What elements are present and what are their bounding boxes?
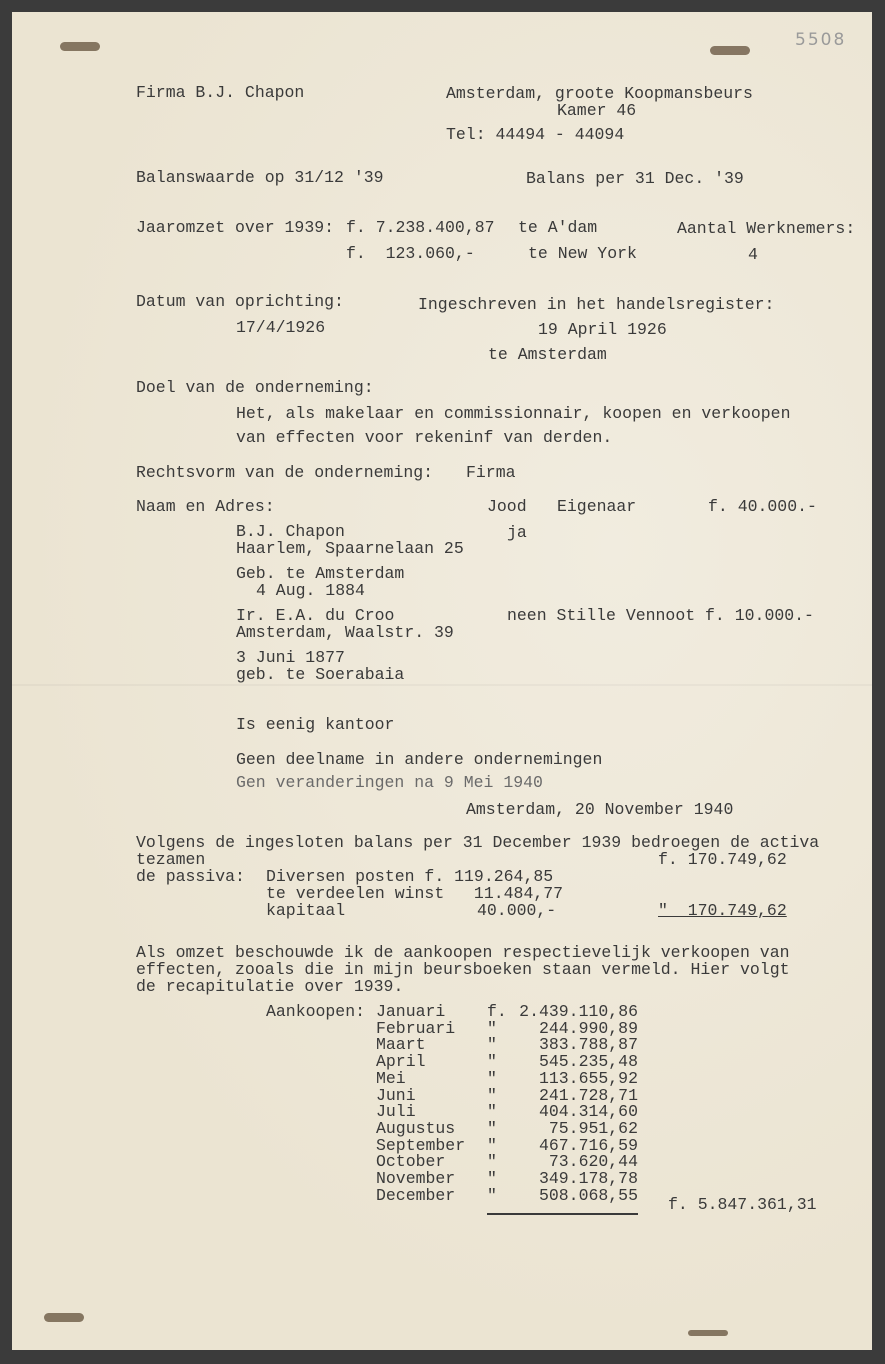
turnover-text: Als omzet beschouwde ik de aankoopen respectievelijk verkoopen van: [136, 943, 790, 962]
purchase-month: September: [376, 1135, 466, 1155]
purpose-label: Doel van de onderneming:: [136, 378, 374, 397]
turnover-amsterdam-place: te A'dam: [518, 218, 598, 237]
purchase-amount: 73.620,44: [548, 1152, 638, 1172]
ditto-mark: ": [487, 1118, 497, 1138]
founding-label: Datum van oprichting:: [136, 292, 344, 311]
purchase-month: April: [376, 1052, 426, 1072]
owner-name: B.J. Chapon: [236, 522, 345, 541]
partner-birth-date: 3 Juni 1877: [236, 648, 345, 667]
purpose-text: van effecten voor rekeninf van derden.: [236, 428, 613, 447]
purchase-amount: 467.716,59: [538, 1135, 638, 1155]
passiva-line: Diversen posten f. 119.264,85: [266, 867, 554, 886]
purpose-text: Het, als makelaar en commissionnair, koopen en verkoopen: [236, 404, 791, 423]
firm-name: Firma B.J. Chapon: [136, 83, 305, 102]
legal-form-value: Firma: [466, 463, 516, 482]
purchase-month: Juni: [376, 1085, 416, 1105]
passiva-total: " 170.749,62: [658, 901, 787, 920]
register-label: Ingeschreven in het handelsregister:: [418, 295, 775, 314]
purchase-amount: 113.655,92: [538, 1068, 638, 1088]
partner-name: Ir. E.A. du Croo: [236, 606, 395, 625]
turnover-newyork-place: te New York: [528, 244, 637, 263]
place-date: Amsterdam, 20 November 1940: [466, 800, 734, 819]
phone: Tel: 44494 - 44094: [446, 125, 625, 144]
register-date: 19 April 1926: [538, 320, 667, 339]
office-note: Is eenig kantoor: [236, 715, 395, 734]
purchase-amount: 349.178,78: [538, 1169, 638, 1188]
changes-note: Gen veranderingen na 9 Mei 1940: [236, 773, 543, 792]
ditto-mark: ": [487, 1135, 497, 1155]
owner-birth-date: 4 Aug. 1884: [256, 581, 365, 600]
owner-amount: f. 40.000.-: [708, 497, 817, 516]
turnover-text: de recapitulatie over 1939.: [136, 977, 404, 996]
ditto-mark: ": [487, 1102, 497, 1122]
ditto-mark: ": [487, 1052, 497, 1072]
ditto-mark: ": [487, 1169, 497, 1188]
founding-date: 17/4/1926: [236, 318, 326, 337]
paper-fold: [12, 684, 872, 686]
purchase-month: October: [376, 1152, 446, 1172]
accounts-together: tezamen: [136, 850, 206, 869]
purchase-month: Maart: [376, 1035, 426, 1055]
activa-total: f. 170.749,62: [658, 850, 787, 869]
passiva-capital-label: kapitaal: [266, 901, 346, 920]
address-line: Kamer 46: [557, 101, 637, 120]
purchases-label: Aankoopen:: [266, 1002, 366, 1021]
owner-birth-place: Geb. te Amsterdam: [236, 564, 405, 583]
purchase-amount: 244.990,89: [538, 1018, 638, 1038]
purchase-month: Januari: [376, 1002, 446, 1021]
ditto-mark: ": [487, 1035, 497, 1055]
persons-label: Naam en Adres:: [136, 497, 275, 516]
archive-number: 5508: [795, 30, 847, 50]
punch-hole: [710, 46, 750, 55]
purchases-total: f. 5.847.361,31: [668, 1195, 817, 1214]
punch-hole: [688, 1330, 728, 1336]
owner-address: Haarlem, Spaarnelaan 25: [236, 539, 464, 558]
purchase-amount: 75.951,62: [548, 1118, 638, 1138]
purchase-month: Juli: [376, 1102, 416, 1122]
passiva-capital-value: 40.000,-: [477, 901, 557, 920]
balance-value-label: Balanswaarde op 31/12 '39: [136, 168, 384, 187]
purchase-month: December: [376, 1185, 456, 1205]
address-line: Amsterdam, groote Koopmansbeurs: [446, 84, 753, 103]
turnover-amsterdam: f. 7.238.400,87: [346, 218, 495, 237]
purchase-amount: 2.439.110,86: [519, 1002, 638, 1021]
employees-label: Aantal Werknemers:: [677, 219, 856, 238]
purchase-month: Augustus: [376, 1118, 456, 1138]
balance-label: Balans per 31 Dec. '39: [526, 169, 744, 188]
partner-role: neen Stille Vennoot f. 10.000.-: [507, 606, 814, 625]
ditto-mark: ": [487, 1068, 497, 1088]
passiva-label: de passiva:: [136, 867, 245, 886]
ditto-mark: ": [487, 1185, 497, 1205]
purchase-amount: 241.728,71: [538, 1085, 638, 1105]
purchase-amount: 508.068,55: [538, 1185, 638, 1205]
purchase-amount: 404.314,60: [538, 1102, 638, 1122]
currency-prefix: f.: [487, 1002, 507, 1021]
partner-address: Amsterdam, Waalstr. 39: [236, 623, 454, 642]
turnover-text: effecten, zooals die in mijn beursboeken staan vermeld. Hier volgt: [136, 960, 790, 979]
turnover-newyork: f. 123.060,-: [346, 244, 475, 263]
turnover-label: Jaaromzet over 1939:: [136, 218, 335, 237]
passiva-line: te verdeelen winst 11.484,77: [266, 884, 564, 903]
ditto-mark: ": [487, 1018, 497, 1038]
owner-jood: ja: [507, 523, 527, 542]
purchase-month: Mei: [376, 1068, 406, 1088]
purchase-amount: 545.235,48: [538, 1052, 638, 1072]
ditto-mark: ": [487, 1152, 497, 1172]
accounts-intro: Volgens de ingesloten balans per 31 December 1939 bedroegen de activa: [136, 833, 820, 852]
participation-note: Geen deelname in andere ondernemingen: [236, 750, 603, 769]
purchase-month: November: [376, 1169, 456, 1188]
register-place: te Amsterdam: [488, 345, 607, 364]
punch-hole: [44, 1313, 84, 1322]
purchase-month: Februari: [376, 1018, 456, 1038]
jood-column: Jood: [487, 497, 527, 516]
legal-form-label: Rechtsvorm van de onderneming:: [136, 463, 434, 482]
purchase-amount: 383.788,87: [538, 1035, 638, 1055]
owner-role: Eigenaar: [557, 497, 637, 516]
partner-birth-place: geb. te Soerabaia: [236, 665, 405, 684]
ditto-mark: ": [487, 1085, 497, 1105]
employees-value: 4: [748, 245, 758, 264]
sum-rule: [487, 1213, 638, 1215]
punch-hole: [60, 42, 100, 51]
